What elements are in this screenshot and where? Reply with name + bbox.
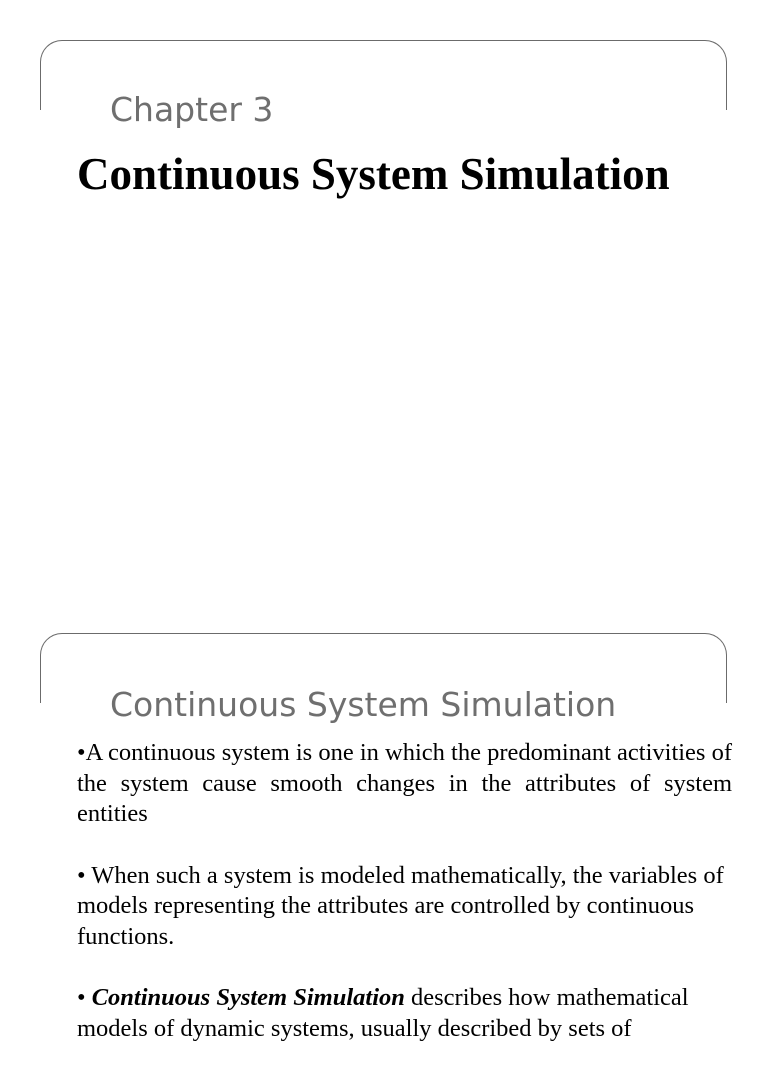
bullet-text: describes how mathematical models of dynamic systems, usually described by sets of xyxy=(77,984,689,1042)
bullet-prefix: • xyxy=(77,984,92,1011)
slide-title: Continuous System Simulation xyxy=(77,149,670,199)
bullet-point xyxy=(77,983,732,1044)
chapter-label: Chapter 3 xyxy=(110,90,274,129)
emphasis-term: Continuous System Simulation xyxy=(91,984,405,1011)
bullet-point: •A continuous system is one in which the predominant activities of the system cause smooth changes in the attributes of system entities xyxy=(77,739,733,827)
bullet-point: • When such a system is modeled mathematically, the variables of models representing the attributes are controlled by continuous functions. xyxy=(77,861,724,950)
slide-heading: Continuous System Simulation xyxy=(110,685,617,724)
slide-body xyxy=(77,738,732,1075)
